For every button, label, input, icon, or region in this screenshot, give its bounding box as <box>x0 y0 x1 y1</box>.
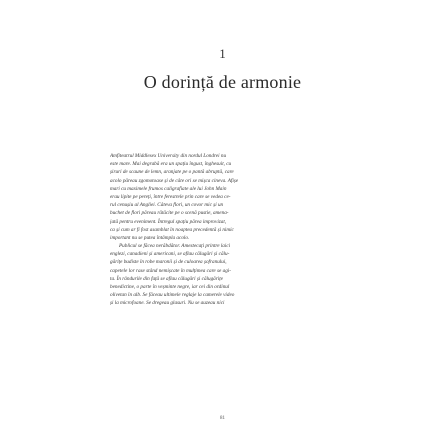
text-line: șiruri de scaune de lemn, aranjate pe o pantă abruptă, care <box>110 169 234 176</box>
text-line: capetele lor rase stând nemișcate în mulțimea care se agi- <box>110 267 231 274</box>
chapter-title: O dorință de armonie <box>143 72 302 92</box>
text-line: mari cu maximele frumos caligrafiate ale lui John Main <box>110 185 227 192</box>
page-number: 81 <box>220 416 225 421</box>
text-line: englezi, canadieni și americani, se aflau călugări și călu- <box>110 251 230 258</box>
text-line: erau lipite pe pereți, între ferestrele prin care se vedea ce- <box>110 193 231 200</box>
text-line: acolo păreau zgomotoase și de câte ori se mișca cineva. Afișe <box>110 177 239 184</box>
text-line: gărițe budiste în robe maronii și de culoarea șofranului, <box>110 259 227 266</box>
text-line: Publicul se făcea nerăbdător. Amestecați printre laici <box>119 243 231 250</box>
text-line: buchet de flori păreau rătăcite pe o scenă pustie, amena- <box>110 210 229 217</box>
text-line: jată pentru eveniment. Întregul spațiu părea improvizat, <box>110 218 227 225</box>
text-line: Amfiteatrul Middlesex University din nordul Londrei nu <box>110 153 227 159</box>
text-line: este mare. Mai degrabă era un spațiu îngust, înghesuit, cu <box>110 161 232 168</box>
text-line: olivetan în alb. Se făceau ultimele reglaje la camerele video <box>110 292 235 299</box>
text-line: și la microfoane. Se dregeau glasuri. Nu se auzeau nici <box>110 300 225 307</box>
text-line: important nu se putea întâmpla acolo. <box>110 234 190 241</box>
text-line: rul cenușiu al Angliei. Câteva flori, un covor mic și un <box>110 202 224 209</box>
body-text <box>110 152 358 308</box>
chapter-number: 1 <box>219 46 226 61</box>
text-line: ta. În rândurile din față se aflau călugări și călugărițe <box>110 275 223 282</box>
text-line: ca și cum ar fi fost asamblat în noaptea precedentă și nimic <box>110 226 234 233</box>
text-line: benedictine, o parte în veșminte negre, iar cei din ordinul <box>110 284 230 290</box>
